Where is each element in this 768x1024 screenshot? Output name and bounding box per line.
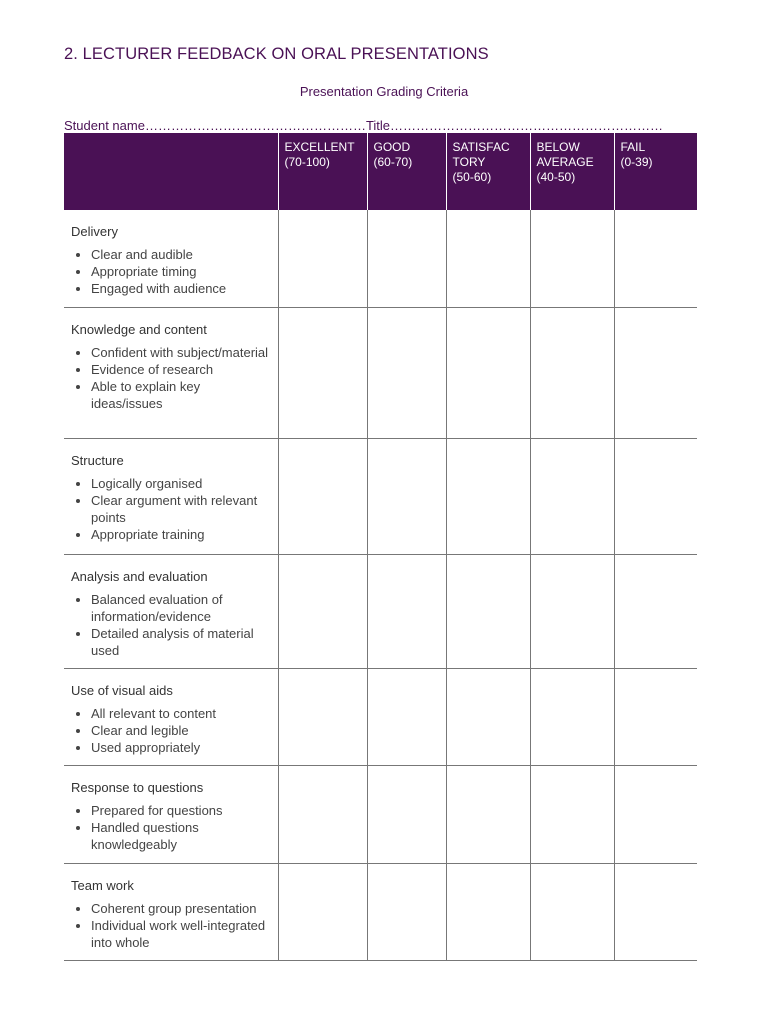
criterion-point: • Clear and audible <box>91 246 272 263</box>
criterion-cell <box>64 765 278 863</box>
grade-cell-satisfactory[interactable] <box>446 668 530 765</box>
column-header-label: EXCELLENT <box>284 140 355 154</box>
grade-cell-below-average[interactable] <box>530 554 614 668</box>
criteria-header-cell <box>64 133 278 210</box>
column-header-fail <box>614 133 697 210</box>
criterion-cell <box>64 863 278 960</box>
grade-cell-fail[interactable] <box>614 554 697 668</box>
grade-cell-excellent[interactable] <box>278 863 367 960</box>
criterion-points-list <box>71 705 272 756</box>
column-header-range: (50-60) <box>452 170 492 184</box>
grade-cell-excellent[interactable] <box>278 668 367 765</box>
column-header-label: FAIL <box>620 140 646 154</box>
grade-cell-good[interactable] <box>367 438 446 554</box>
criterion-cell <box>64 307 278 438</box>
grade-cell-below-average[interactable] <box>530 863 614 960</box>
grade-cell-satisfactory[interactable] <box>446 210 530 307</box>
grade-cell-excellent[interactable] <box>278 307 367 438</box>
criterion-title: Team work <box>71 877 134 893</box>
criterion-cell <box>64 554 278 668</box>
grade-cell-excellent[interactable] <box>278 438 367 554</box>
criterion-point: • Logically organised <box>91 475 272 492</box>
grade-cell-below-average[interactable] <box>530 210 614 307</box>
column-header-range: (0-39) <box>620 155 653 169</box>
document-heading: 2. LECTURER FEEDBACK ON ORAL PRESENTATIONS <box>64 45 489 63</box>
column-header-range: (70-100) <box>284 155 330 169</box>
criterion-points-list <box>71 475 272 543</box>
grade-cell-satisfactory[interactable] <box>446 307 530 438</box>
grading-rubric-table <box>64 133 697 961</box>
criterion-cell <box>64 438 278 554</box>
grade-cell-excellent[interactable] <box>278 765 367 863</box>
column-header-good <box>367 133 446 210</box>
grade-cell-fail[interactable] <box>614 668 697 765</box>
criterion-points-list <box>71 900 272 951</box>
grade-cell-excellent[interactable] <box>278 554 367 668</box>
column-header-range: (60-70) <box>373 155 413 169</box>
criterion-row-knowledge-content <box>64 307 697 438</box>
criterion-point: • Used appropriately <box>91 739 272 756</box>
criterion-row-visual-aids <box>64 668 697 765</box>
grade-cell-fail[interactable] <box>614 765 697 863</box>
student-name-title-line: Student name……………………………………………Title……………………………………………………… <box>64 118 664 133</box>
grade-cell-satisfactory[interactable] <box>446 765 530 863</box>
criterion-point: • Appropriate timing <box>91 263 272 280</box>
grading-criteria-title: Presentation Grading Criteria <box>299 84 469 99</box>
grade-cell-fail[interactable] <box>614 210 697 307</box>
column-header-below-average <box>530 133 614 210</box>
criterion-title: Response to questions <box>71 779 204 795</box>
criterion-point: • Able to explain key ideas/issues <box>91 378 272 412</box>
column-header-range: (40-50) <box>536 170 576 184</box>
criterion-title: Use of visual aids <box>71 682 173 698</box>
grade-cell-satisfactory[interactable] <box>446 554 530 668</box>
grade-cell-satisfactory[interactable] <box>446 438 530 554</box>
criterion-point: • Engaged with audience <box>91 280 272 297</box>
criterion-point: • Clear argument with relevant points <box>91 492 272 526</box>
grade-cell-fail[interactable] <box>614 863 697 960</box>
column-header-label: GOOD <box>373 140 411 154</box>
column-header-excellent <box>278 133 367 210</box>
grade-cell-good[interactable] <box>367 863 446 960</box>
grade-cell-good[interactable] <box>367 765 446 863</box>
criterion-point: • Coherent group presentation <box>91 900 272 917</box>
criterion-cell <box>64 668 278 765</box>
grade-cell-below-average[interactable] <box>530 307 614 438</box>
grade-cell-excellent[interactable] <box>278 210 367 307</box>
criterion-title: Knowledge and content <box>71 321 207 337</box>
criterion-row-delivery <box>64 210 697 307</box>
column-header-label: SATISFAC TORY <box>452 140 510 169</box>
grade-cell-good[interactable] <box>367 210 446 307</box>
grade-cell-good[interactable] <box>367 554 446 668</box>
criterion-point: • Clear and legible <box>91 722 272 739</box>
criterion-points-list <box>71 344 272 412</box>
criterion-point: • Evidence of research <box>91 361 272 378</box>
criterion-point: • Balanced evaluation of information/evidence <box>91 591 272 625</box>
criterion-points-list <box>71 591 272 659</box>
criterion-title: Structure <box>71 452 124 468</box>
criterion-title: Analysis and evaluation <box>71 568 208 584</box>
grade-cell-good[interactable] <box>367 668 446 765</box>
grade-cell-fail[interactable] <box>614 307 697 438</box>
grade-cell-fail[interactable] <box>614 438 697 554</box>
column-header-label: BELOW AVERAGE <box>536 140 594 169</box>
criterion-point: • Detailed analysis of material used <box>91 625 272 659</box>
criterion-row-structure <box>64 438 697 554</box>
criterion-title: Delivery <box>71 224 118 239</box>
criterion-points-list <box>71 246 272 297</box>
column-header-satisfactory <box>446 133 530 210</box>
grade-cell-below-average[interactable] <box>530 438 614 554</box>
grade-cell-good[interactable] <box>367 307 446 438</box>
criterion-row-team-work <box>64 863 697 960</box>
criterion-point: • Prepared for questions <box>91 802 272 819</box>
grade-cell-below-average[interactable] <box>530 765 614 863</box>
grade-cell-below-average[interactable] <box>530 668 614 765</box>
grade-cell-satisfactory[interactable] <box>446 863 530 960</box>
criterion-row-response-questions <box>64 765 697 863</box>
criterion-points-list <box>71 802 272 853</box>
rubric-header-row <box>64 133 697 210</box>
criterion-point: • Confident with subject/material <box>91 344 272 361</box>
criterion-row-analysis-evaluation <box>64 554 697 668</box>
criterion-point: • Handled questions knowledgeably <box>91 819 272 853</box>
criterion-point: • Appropriate training <box>91 526 272 543</box>
criterion-point: • Individual work well-integrated into whole <box>91 917 272 951</box>
criterion-point: • All relevant to content <box>91 705 272 722</box>
criterion-cell <box>64 210 278 307</box>
